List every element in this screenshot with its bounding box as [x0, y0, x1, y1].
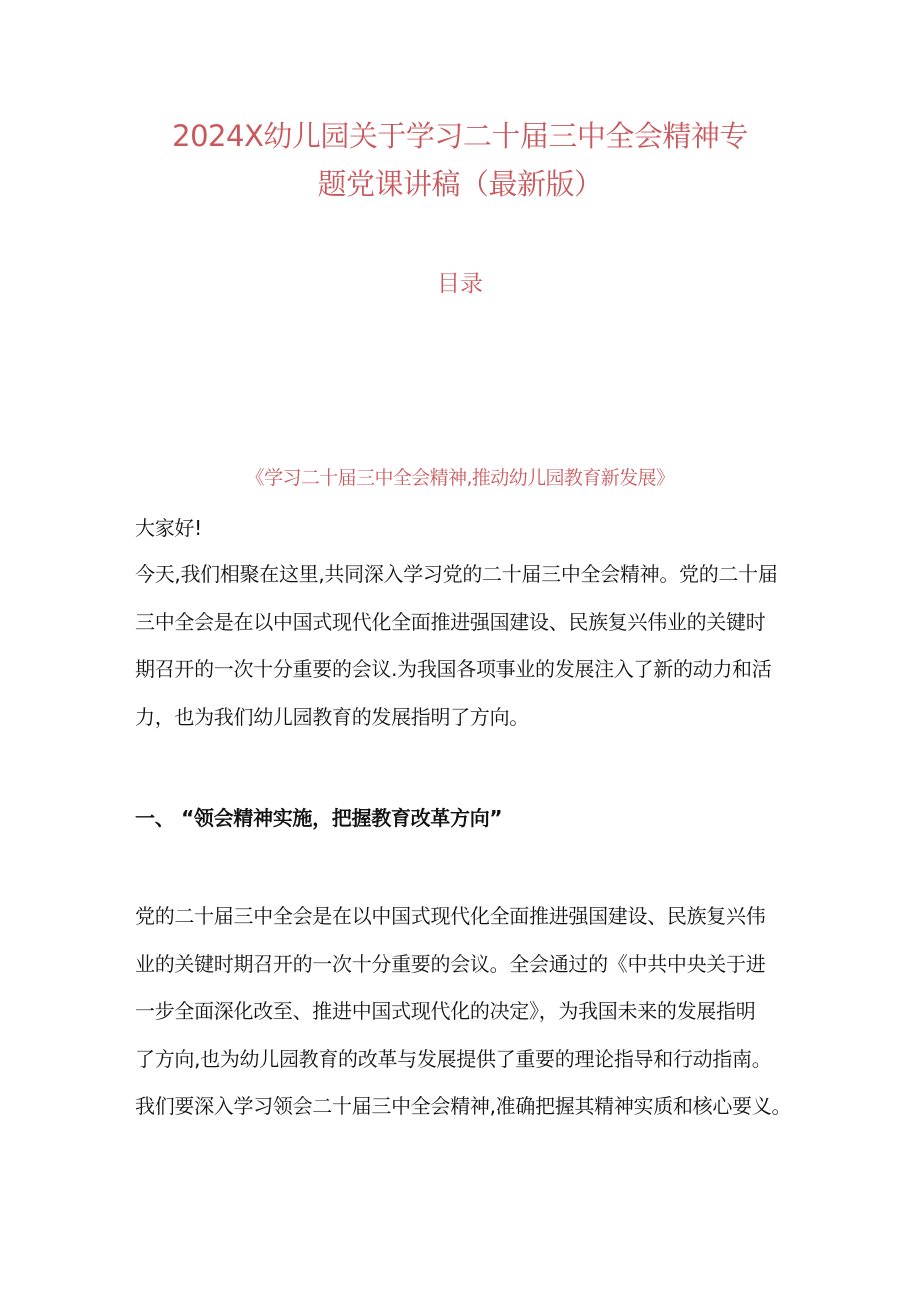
intro-line: 力，也为我们幼儿园教育的发展指明了方向。: [135, 704, 529, 729]
document-title: [120, 112, 800, 208]
section-1-line: 我们要深入学习领会二十届三中全会精神,准确把握其精神实质和核心要义。: [135, 1094, 792, 1118]
document-title-line-1: 2024X幼儿园关于学习二十届三中全会精神专: [172, 119, 748, 153]
section-1-line: 党的二十届三中全会是在以中国式现代化全面推进强国建设、民族复兴伟: [135, 904, 766, 928]
intro-line: 三中全会是在以中国式现代化全面推进强国建设、民族复兴伟业的关键时: [135, 609, 766, 634]
intro-line: 今天,我们相聚在这里,共同深入学习党的二十届三中全会精神。党的二十届: [135, 562, 778, 586]
section-1-line: 了方向,也为幼儿园教育的改革与发展提供了重要的理论指导和行动指南。: [135, 1046, 772, 1071]
section-1-line: 业的关键时期召开的一次十分重要的会议。全会通过的《中共中央关于进: [135, 951, 766, 976]
section-1-body: [135, 893, 815, 1131]
intro-paragraph: [135, 551, 815, 741]
table-of-contents-heading: 目录: [437, 271, 483, 297]
greeting-text: 大家好!: [135, 516, 202, 540]
section-1-heading: 一、 “领会精神实施，把握教育改革方向”: [135, 806, 503, 830]
document-title-line-2: 题党课讲稿（最新版）: [317, 167, 603, 201]
section-1-line: 一步全面深化改至、推进中国式现代化的决定》，为我国未来的发展指明: [135, 999, 756, 1023]
greeting-paragraph: [135, 508, 815, 548]
intro-line: 期召开的一次十分重要的会议.为我国各项事业的发展注入了新的动力和活: [135, 657, 772, 681]
article-title: 《学习二十届三中全会精神,推动幼儿园教育新发展》: [245, 467, 675, 489]
